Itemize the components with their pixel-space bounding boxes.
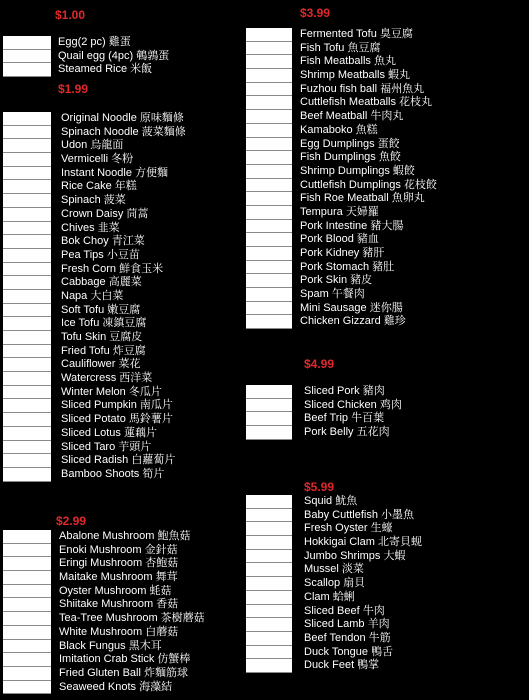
menu-item-label: Eringi Mushroom 杏鮑菇	[59, 557, 179, 570]
menu-item-label: Sliced Pumpkin 南瓜片	[61, 399, 173, 412]
menu-item-label: Beef Trip 牛百葉	[304, 412, 385, 425]
price-heading-2-99: $2.99	[56, 514, 87, 528]
order-checkbox[interactable]	[3, 372, 51, 386]
menu-item-label: Seaweed Knots 海藻結	[59, 680, 173, 693]
menu-item-label: Original Noodle 原味麵條	[61, 112, 184, 124]
order-checkbox[interactable]	[3, 290, 51, 304]
menu-item-label: Tempura 天婦羅	[300, 205, 379, 218]
menu-item-label: Steamed Rice 米飯	[58, 63, 153, 76]
order-checkbox[interactable]	[3, 585, 51, 599]
order-checkbox[interactable]	[3, 263, 51, 277]
menu-item-label: Beef Tendon 牛筋	[304, 631, 391, 644]
menu-item-label: Sliced Radish 白蘿蔔片	[61, 454, 176, 467]
order-checkbox[interactable]	[246, 206, 292, 220]
menu-item-label: Baby Cuttlefish 小墨魚	[304, 508, 415, 521]
order-checkbox[interactable]	[246, 563, 292, 577]
order-checkbox[interactable]	[3, 208, 51, 222]
price-heading-1-99: $1.99	[58, 82, 89, 96]
order-checkbox[interactable]	[246, 83, 292, 97]
menu-item-label: Scallop 扇貝	[304, 577, 366, 590]
menu-item-label: Tofu Skin 豆腐皮	[61, 331, 143, 343]
menu-item-label: Instant Noodle 方便麵	[61, 166, 168, 179]
order-checkbox[interactable]	[246, 632, 292, 646]
order-checkbox[interactable]	[246, 495, 292, 509]
menu-item-label: Sliced Lamb 羊肉	[304, 618, 390, 631]
menu-item-label: Cauliflower 菜花	[61, 358, 141, 371]
menu-item-label: Winter Melon 冬瓜片	[61, 385, 162, 398]
order-checkbox[interactable]	[246, 550, 292, 564]
menu-item-label: Fresh Oyster 生蠔	[304, 522, 393, 535]
order-checkbox[interactable]	[3, 468, 51, 482]
menu-item-label: Enoki Mushroom 金針菇	[59, 543, 178, 556]
order-checkbox[interactable]	[3, 441, 51, 455]
order-checkbox[interactable]	[3, 126, 51, 140]
menu-item-label: Jumbo Shrimps 大蝦	[304, 549, 406, 562]
order-checkbox[interactable]	[3, 530, 51, 544]
order-checkbox[interactable]	[3, 598, 51, 612]
menu-item-label: Spinach Noodle 菠菜麵條	[61, 125, 186, 138]
menu-item-label: Mini Sausage 迷你腸	[300, 301, 403, 314]
order-checkbox[interactable]	[3, 194, 51, 208]
menu-item-label: Tea-Tree Mushroom 茶樹蘑菇	[59, 612, 205, 625]
menu-item-label: Pea Tips 小豆苗	[61, 248, 140, 261]
order-checkbox[interactable]	[246, 605, 292, 619]
order-checkbox[interactable]	[3, 612, 51, 626]
menu-item-label: Kamaboko 魚糕	[300, 123, 378, 136]
menu-item-label: Cabbage 高麗菜	[61, 276, 142, 289]
order-checkbox[interactable]	[3, 427, 51, 441]
menu-item-label: Sliced Potato 馬鈴薯片	[61, 413, 173, 426]
menu-item-label: Pork Skin 豬皮	[300, 274, 373, 287]
menu-item-label: Fuzhou fish ball 福州魚丸	[300, 82, 425, 95]
order-checkbox[interactable]	[246, 509, 292, 523]
order-checkbox[interactable]	[3, 386, 51, 400]
order-checkbox[interactable]	[3, 222, 51, 236]
menu-item-label: Shrimp Meatballs 蝦丸	[300, 69, 411, 82]
price-heading-4-99: $4.99	[304, 357, 335, 371]
order-checkbox[interactable]	[246, 28, 292, 42]
order-checkbox[interactable]	[246, 522, 292, 536]
order-checkbox[interactable]	[246, 110, 292, 124]
menu-item-label: White Mushroom 白蘑菇	[59, 625, 179, 638]
menu-item-label: Ice Tofu 凍鎮豆腐	[61, 317, 147, 330]
order-checkbox[interactable]	[246, 412, 292, 426]
menu-item-label: Bamboo Shoots 筍片	[61, 467, 165, 480]
order-checkbox[interactable]	[3, 640, 51, 654]
menu-item-label: Clam 蛤蜊	[304, 590, 355, 603]
menu-item-label: Spam 午餐肉	[300, 288, 365, 301]
order-checkbox[interactable]	[246, 165, 292, 179]
menu-item-label: Chives 韭菜	[61, 221, 120, 234]
menu-item-label: Napa 大白菜	[61, 289, 124, 302]
order-checkbox[interactable]	[246, 591, 292, 605]
menu-item-label: Watercress 西洋菜	[61, 372, 153, 385]
price-heading-3-99: $3.99	[300, 6, 331, 20]
menu-item-label: Pork Stomach 豬肚	[300, 260, 395, 273]
order-checkbox[interactable]	[246, 247, 292, 261]
order-checkbox[interactable]	[3, 653, 51, 667]
order-checkbox[interactable]	[3, 681, 51, 695]
menu-item-label: Fried Tofu 炸豆腐	[61, 344, 146, 357]
price-heading-1-00: $1.00	[55, 8, 86, 22]
order-checkbox[interactable]	[3, 413, 51, 427]
menu-item-label: Oyster Mushroom 蚝菇	[59, 584, 172, 597]
order-checkbox[interactable]	[246, 385, 292, 399]
order-checkbox[interactable]	[3, 180, 51, 194]
order-checkbox[interactable]	[3, 249, 51, 263]
order-checkbox[interactable]	[3, 626, 51, 640]
menu-item-label: Sliced Taro 芋頭片	[61, 440, 152, 453]
menu-item-label: Chicken Gizzard 雞珍	[300, 315, 406, 328]
order-checkbox[interactable]	[3, 304, 51, 318]
order-checkbox[interactable]	[246, 261, 292, 275]
order-checkbox[interactable]	[246, 646, 292, 660]
order-checkbox[interactable]	[246, 55, 292, 69]
order-checkbox[interactable]	[3, 112, 51, 126]
menu-item-label: Fish Meatballs 魚丸	[300, 55, 396, 68]
menu-item-label: Fish Tofu 魚豆腐	[300, 41, 381, 54]
menu-item-label: Fish Roe Meatball 魚卵丸	[300, 192, 425, 205]
menu-item-label: Squid 魷魚	[304, 495, 358, 507]
menu-item-label: Crown Daisy 茼蒿	[61, 207, 149, 220]
order-checkbox[interactable]	[3, 153, 51, 167]
menu-item-label: Quail egg (4pc) 鵪鶉蛋	[58, 49, 170, 62]
menu-item-label: Pork Blood 豬血	[300, 233, 379, 246]
order-checkbox[interactable]	[246, 42, 292, 56]
order-checkbox[interactable]	[3, 571, 51, 585]
menu-item-label: Pork Kidney 豬肝	[300, 247, 385, 259]
order-checkbox[interactable]	[3, 235, 51, 249]
order-checkbox[interactable]	[3, 557, 51, 571]
menu-item-label: Maitake Mushroom 舞茸	[59, 571, 178, 584]
order-checkbox[interactable]	[246, 659, 292, 673]
order-checkbox[interactable]	[246, 96, 292, 110]
order-checkbox[interactable]	[246, 124, 292, 138]
menu-item-label: Sliced Beef 牛肉	[304, 604, 385, 617]
menu-item-label: Sliced Pork 豬肉	[304, 385, 385, 397]
order-checkbox[interactable]	[246, 302, 292, 316]
menu-item-label: Egg(2 pc) 雞蛋	[58, 36, 131, 48]
menu-item-label: Shiitake Mushroom 香菇	[59, 598, 179, 611]
menu-item-label: Fermented Tofu 臭豆腐	[300, 28, 413, 40]
menu-item-label: Sliced Lotus 蓮藕片	[61, 426, 157, 439]
order-checkbox[interactable]	[3, 358, 51, 372]
menu-item-label: Mussel 淡菜	[304, 563, 364, 576]
order-checkbox[interactable]	[246, 577, 292, 591]
order-checkbox[interactable]	[246, 288, 292, 302]
menu-item-label: Hokkigai Clam 北寄貝蚬	[304, 536, 422, 549]
menu-item-label: Shrimp Dumplings 蝦餃	[300, 164, 415, 177]
menu-item-label: Cuttlefish Meatballs 花枝丸	[300, 96, 433, 109]
menu-item-label: Soft Tofu 嫩豆腐	[61, 303, 141, 316]
order-checkbox[interactable]	[246, 618, 292, 632]
menu-item-label: Pork Intestine 豬大腸	[300, 219, 404, 232]
menu-item-label: Duck Feet 鴨掌	[304, 659, 380, 672]
price-heading-5-99: $5.99	[304, 480, 335, 494]
order-checkbox[interactable]	[246, 233, 292, 247]
menu-item-label: Imitation Crab Stick 仿蟹棒	[59, 653, 191, 666]
order-checkbox[interactable]	[246, 399, 292, 413]
menu-item-label: Bok Choy 青江菜	[61, 235, 145, 248]
menu-item-label: Duck Tongue 鴨舌	[304, 645, 394, 658]
menu-item-label: Spinach 菠菜	[61, 194, 126, 207]
order-checkbox[interactable]	[3, 399, 51, 413]
order-checkbox[interactable]	[3, 345, 51, 359]
order-checkbox[interactable]	[246, 138, 292, 152]
order-checkbox[interactable]	[246, 69, 292, 83]
menu-item-label: Abalone Mushroom 鮑魚菇	[59, 530, 191, 542]
menu-item-label: Sliced Chicken 鸡肉	[304, 398, 402, 411]
menu-item-label: Fresh Corn 鮮食玉米	[61, 262, 164, 275]
order-checkbox[interactable]	[3, 544, 51, 558]
menu-item-label: Black Fungus 黑木耳	[59, 639, 162, 652]
menu-item-label: Rice Cake 年糕	[61, 180, 137, 193]
order-checkbox[interactable]	[246, 274, 292, 288]
menu-item-label: Fried Gluten Ball 炸麵筋球	[59, 666, 188, 679]
order-checkbox[interactable]	[3, 36, 51, 50]
order-checkbox[interactable]	[246, 151, 292, 165]
order-checkbox[interactable]	[246, 220, 292, 234]
order-checkbox[interactable]	[3, 331, 51, 345]
order-checkbox[interactable]	[246, 192, 292, 206]
order-checkbox[interactable]	[246, 179, 292, 193]
menu-item-label: Udon 烏龍面	[61, 139, 124, 152]
order-checkbox[interactable]	[246, 536, 292, 550]
menu-item-label: Pork Belly 五花肉	[304, 426, 390, 439]
order-checkbox[interactable]	[3, 167, 51, 181]
menu-item-label: Egg Dumplings 蛋餃	[300, 137, 400, 150]
order-checkbox[interactable]	[3, 63, 51, 77]
order-checkbox[interactable]	[246, 315, 292, 329]
menu-item-label: Beef Meatball 牛肉丸	[300, 110, 404, 123]
order-checkbox[interactable]	[246, 426, 292, 440]
menu-item-label: Vermicelli 冬粉	[61, 153, 134, 166]
menu-item-label: Fish Dumplings 魚餃	[300, 151, 401, 164]
order-checkbox[interactable]	[3, 317, 51, 331]
order-checkbox[interactable]	[3, 50, 51, 64]
menu-item-label: Cuttlefish Dumplings 花枝餃	[300, 178, 437, 191]
order-checkbox[interactable]	[3, 139, 51, 153]
order-checkbox[interactable]	[3, 454, 51, 468]
order-checkbox[interactable]	[3, 276, 51, 290]
order-checkbox[interactable]	[3, 667, 51, 681]
